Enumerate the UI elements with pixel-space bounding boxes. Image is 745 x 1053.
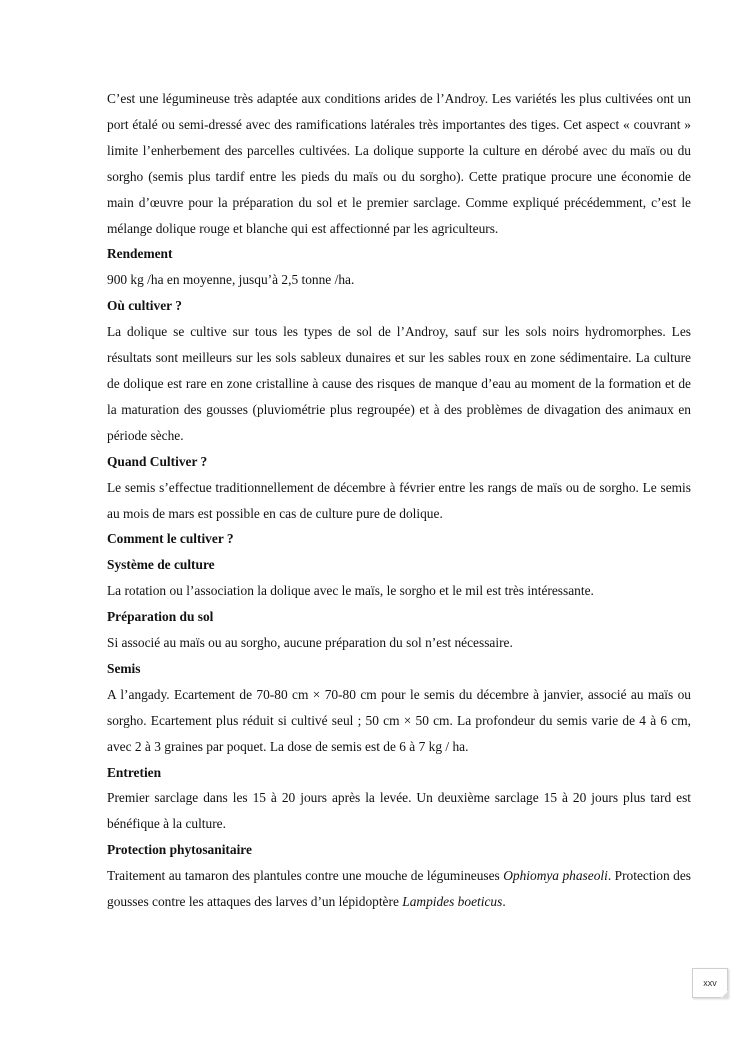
paragraph-ou-cultiver: La dolique se cultive sur tous les types de sol de l’Androy, sauf sur les sols noirs hydromorphes. Les résultats sont meilleurs sur les sols sableux dunaires et sur les sables roux en zone sédimentaire. La culture de dolique est rare en zone cristalline à cause des risques de manque d’eau au moment de la formation et de la maturation des gousses (pluviométrie plus regroupée) et à des problèmes de divagation des animaux en période sèche. (107, 324, 691, 443)
paragraph-quand-cultiver: Le semis s’effectue traditionnellement de décembre à février entre les rangs de maïs ou de sorgho. Le semis au mois de mars est possible en cas de culture pure de dolique. (107, 479, 691, 521)
protection-text-2: . Protection des gousses contre les attaques des larves d’un lépidoptère (107, 868, 691, 910)
paragraph-protection (107, 863, 691, 915)
paragraph-preparation-sol: Si associé au maïs ou au sorgho, aucune préparation du sol n’est nécessaire. (107, 635, 513, 651)
protection-text-1: Traitement au tamaron des plantules contre une mouche de légumineuses (107, 868, 504, 884)
heading-rendement: Rendement (107, 246, 173, 262)
species-lampides: Lampides boeticus (402, 894, 503, 910)
heading-ou-cultiver: Où cultiver ? (107, 298, 182, 314)
heading-semis: Semis (107, 660, 141, 676)
paragraph-systeme-culture: La rotation ou l’association la dolique avec le maïs, le sorgho et le mil est très intéressante. (107, 583, 594, 599)
protection-text-3: . (502, 894, 506, 910)
heading-entretien: Entretien (107, 764, 162, 780)
species-ophiomya: Ophiomya phaseoli (503, 868, 608, 884)
paragraph-semis: A l’angady. Ecartement de 70-80 cm × 70-80 cm pour le semis du décembre à janvier, associé au maïs ou sorgho. Ecartement plus réduit si cultivé seul ; 50 cm × 50 cm. La profondeur du semis varie de 4 à 6 cm, avec 2 à 3 graines par poquet. La dose de semis est de 6 à 7 kg / ha. (107, 686, 691, 754)
heading-comment-cultiver: Comment le cultiver ? (107, 531, 234, 547)
document-body (107, 86, 691, 915)
paragraph-rendement: 900 kg /ha en moyenne, jusqu’à 2,5 tonne /ha. (107, 272, 355, 288)
page-number: xxv (692, 968, 728, 998)
heading-systeme-culture: Système de culture (107, 557, 215, 573)
heading-preparation-sol: Préparation du sol (107, 609, 214, 625)
intro-paragraph: C’est une légumineuse très adaptée aux conditions arides de l’Androy. Les variétés les plus cultivées ont un port étalé ou semi-dressé avec des ramifications latérales très importantes des tiges. Cet aspect « couvrant » limite l’enherbement des parcelles cultivées. La dolique supporte la culture en dérobé avec du maïs ou du sorgho (semis plus tardif entre les pieds du maïs ou du sorgho). Cette pratique procure une économie de main d’œuvre pour la préparation du sol et le premier sarclage. Comme expliqué précédemment, c’est le mélange dolique rouge et blanche qui est affectionné par les agriculteurs. (107, 91, 691, 236)
paragraph-entretien: Premier sarclage dans les 15 à 20 jours après la levée. Un deuxième sarclage 15 à 20 jours plus tard est bénéfique à la culture. (107, 790, 691, 832)
heading-protection: Protection phytosanitaire (107, 842, 252, 858)
heading-quand-cultiver: Quand Cultiver ? (107, 453, 208, 469)
